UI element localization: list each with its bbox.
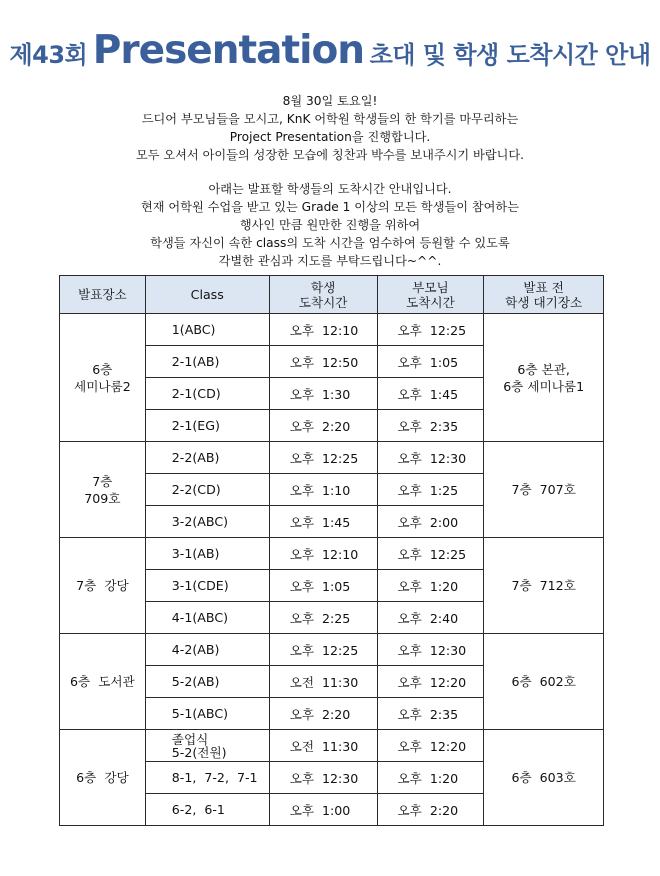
schedule-body [60, 314, 604, 826]
header-class-label: Class [190, 287, 224, 302]
cell-text-line: 6층 도서관 [70, 674, 135, 689]
parent-arrival-cell: 오후 12:30 [377, 442, 484, 474]
title-main: Presentation [92, 28, 365, 73]
class-cell [145, 602, 269, 634]
cell-text-line: 4-2(AB) [171, 642, 220, 657]
waiting-place-cell [484, 634, 604, 730]
cell-text-line: 8-1, 7-2, 7-1 [171, 770, 258, 785]
intro-line: 학생들 자신이 속한 class의 도착 시간을 엄수하여 등원할 수 있도록 [150, 236, 510, 250]
page-title [0, 28, 660, 73]
parent-arrival-cell: 오후 2:40 [377, 602, 484, 634]
intro-line: 아래는 발표할 학생들의 도착시간 안내입니다. [208, 182, 452, 196]
cell-text-line: 2-1(AB) [171, 354, 220, 369]
cell-text-line: 6-2, 6-1 [171, 802, 225, 817]
cell-text-line: 6층 강당 [76, 770, 129, 785]
cell-text-line: 2-2(AB) [171, 450, 220, 465]
schedule-table [59, 275, 604, 826]
cell-text-line: 3-1(CDE) [171, 578, 229, 593]
cell-text-line: 7층 712호 [511, 578, 576, 593]
student-arrival-cell: 오후 1:00 [269, 794, 377, 826]
class-cell [145, 730, 269, 762]
table-row [60, 442, 604, 474]
cell-text-line: 7층 [92, 473, 113, 489]
parent-arrival-cell: 오후 1:25 [377, 474, 484, 506]
paragraph-gap [0, 164, 660, 180]
header-student-label-2: 도착시간 [298, 294, 348, 310]
header-place-label: 발표장소 [78, 287, 127, 302]
parent-arrival-cell: 오후 2:00 [377, 506, 484, 538]
waiting-place-cell [484, 442, 604, 538]
title-prefix: 제43회 [9, 41, 88, 69]
header-parent-arrival [377, 276, 484, 314]
student-arrival-cell: 오후 1:05 [269, 570, 377, 602]
student-arrival-cell: 오후 12:10 [269, 538, 377, 570]
header-student-arrival [269, 276, 377, 314]
parent-arrival-cell: 오후 12:30 [377, 634, 484, 666]
table-row [60, 730, 604, 762]
header-parent-label-2: 도착시간 [406, 294, 455, 310]
cell-text-line: 6층 602호 [511, 674, 576, 689]
cell-text-line: 5-2(전원) [171, 744, 227, 760]
presentation-place-cell [60, 538, 146, 634]
student-arrival-cell: 오후 1:30 [269, 378, 377, 410]
parent-arrival-cell: 오후 12:20 [377, 666, 484, 698]
header-waiting-label-1: 발표 전 [523, 279, 564, 295]
cell-text-line: 3-1(AB) [171, 546, 220, 561]
parent-arrival-cell: 오후 12:25 [377, 538, 484, 570]
table-row [60, 634, 604, 666]
waiting-place-cell [484, 538, 604, 634]
cell-text-line: 6층 [92, 361, 113, 377]
parent-arrival-cell: 오후 12:20 [377, 730, 484, 762]
header-place [60, 276, 146, 314]
intro-line: 모두 오셔서 아이들의 성장한 모습에 칭찬과 박수를 보내주시기 바랍니다. [135, 148, 525, 162]
waiting-place-cell [484, 730, 604, 826]
student-arrival-cell: 오후 12:10 [269, 314, 377, 346]
cell-text-line: 세미나룸2 [74, 378, 131, 394]
student-arrival-cell: 오전 11:30 [269, 666, 377, 698]
cell-text-line: 2-1(EG) [171, 418, 220, 433]
cell-text-line: 7층 707호 [511, 482, 576, 497]
header-class [145, 276, 269, 314]
parent-arrival-cell: 오후 12:25 [377, 314, 484, 346]
presentation-place-cell [60, 634, 146, 730]
intro-line: 행사인 만큼 원만한 진행을 위하여 [239, 218, 421, 232]
cell-text-line: 7층 강당 [76, 578, 129, 593]
table-row [60, 538, 604, 570]
header-student-label-1: 학생 [310, 279, 336, 295]
cell-text-line: 졸업식 [171, 731, 209, 747]
cell-text-line: 6층 세미나룸1 [503, 378, 585, 394]
parent-arrival-cell: 오후 1:45 [377, 378, 484, 410]
waiting-place-cell [484, 314, 604, 442]
cell-text-line: 4-1(ABC) [171, 610, 229, 625]
cell-text-line: 3-2(ABC) [171, 514, 229, 529]
cell-text-line: 5-2(AB) [171, 674, 220, 689]
class-cell [145, 346, 269, 378]
student-arrival-cell: 오후 12:25 [269, 634, 377, 666]
student-arrival-cell: 오후 1:10 [269, 474, 377, 506]
cell-text-line: 6층 본관, [517, 361, 570, 377]
intro-line: 각별한 관심과 지도를 부탁드립니다~^^. [218, 254, 442, 268]
cell-text-line: 1(ABC) [171, 322, 216, 337]
student-arrival-cell: 오후 12:30 [269, 762, 377, 794]
presentation-place-cell [60, 314, 146, 442]
class-cell [145, 538, 269, 570]
cell-text-line: 709호 [84, 490, 121, 506]
parent-arrival-cell: 오후 2:35 [377, 698, 484, 730]
class-cell [145, 762, 269, 794]
class-cell [145, 474, 269, 506]
class-cell [145, 634, 269, 666]
intro-line: Project Presentation을 진행합니다. [229, 130, 431, 144]
student-arrival-cell: 오후 1:45 [269, 506, 377, 538]
cell-text-line: 2-1(CD) [171, 386, 221, 401]
intro-line: 드디어 부모님들을 모시고, KnK 어학원 학생들의 한 학기를 마무리하는 [141, 112, 519, 126]
intro-line: 현재 어학원 수업을 받고 있는 Grade 1 이상의 모든 학생들이 참여하는 [141, 200, 519, 214]
table-row [60, 314, 604, 346]
presentation-place-cell [60, 442, 146, 538]
cell-text-line: 6층 603호 [511, 770, 576, 785]
student-arrival-cell: 오전 11:30 [269, 730, 377, 762]
student-arrival-cell: 오후 2:20 [269, 410, 377, 442]
class-cell [145, 378, 269, 410]
header-parent-label-1: 부모님 [412, 279, 449, 295]
parent-arrival-cell: 오후 1:05 [377, 346, 484, 378]
class-cell [145, 410, 269, 442]
class-cell [145, 442, 269, 474]
table-header-row [60, 276, 604, 314]
cell-text-line: 5-1(ABC) [171, 706, 229, 721]
student-arrival-cell: 오후 2:25 [269, 602, 377, 634]
class-cell [145, 794, 269, 826]
parent-arrival-cell: 오후 2:35 [377, 410, 484, 442]
class-cell [145, 666, 269, 698]
student-arrival-cell: 오후 12:25 [269, 442, 377, 474]
class-cell [145, 314, 269, 346]
class-cell [145, 698, 269, 730]
header-waiting-label-2: 학생 대기장소 [505, 294, 583, 310]
class-cell [145, 506, 269, 538]
presentation-place-cell [60, 730, 146, 826]
title-suffix: 초대 및 학생 도착시간 안내 [369, 41, 651, 69]
parent-arrival-cell: 오후 2:20 [377, 794, 484, 826]
class-cell [145, 570, 269, 602]
header-waiting-place [484, 276, 604, 314]
parent-arrival-cell: 오후 1:20 [377, 762, 484, 794]
cell-text-line: 2-2(CD) [171, 482, 221, 497]
student-arrival-cell: 오후 2:20 [269, 698, 377, 730]
student-arrival-cell: 오후 12:50 [269, 346, 377, 378]
parent-arrival-cell: 오후 1:20 [377, 570, 484, 602]
intro-line: 8월 30일 토요일! [282, 94, 378, 108]
intro-text [0, 92, 660, 270]
